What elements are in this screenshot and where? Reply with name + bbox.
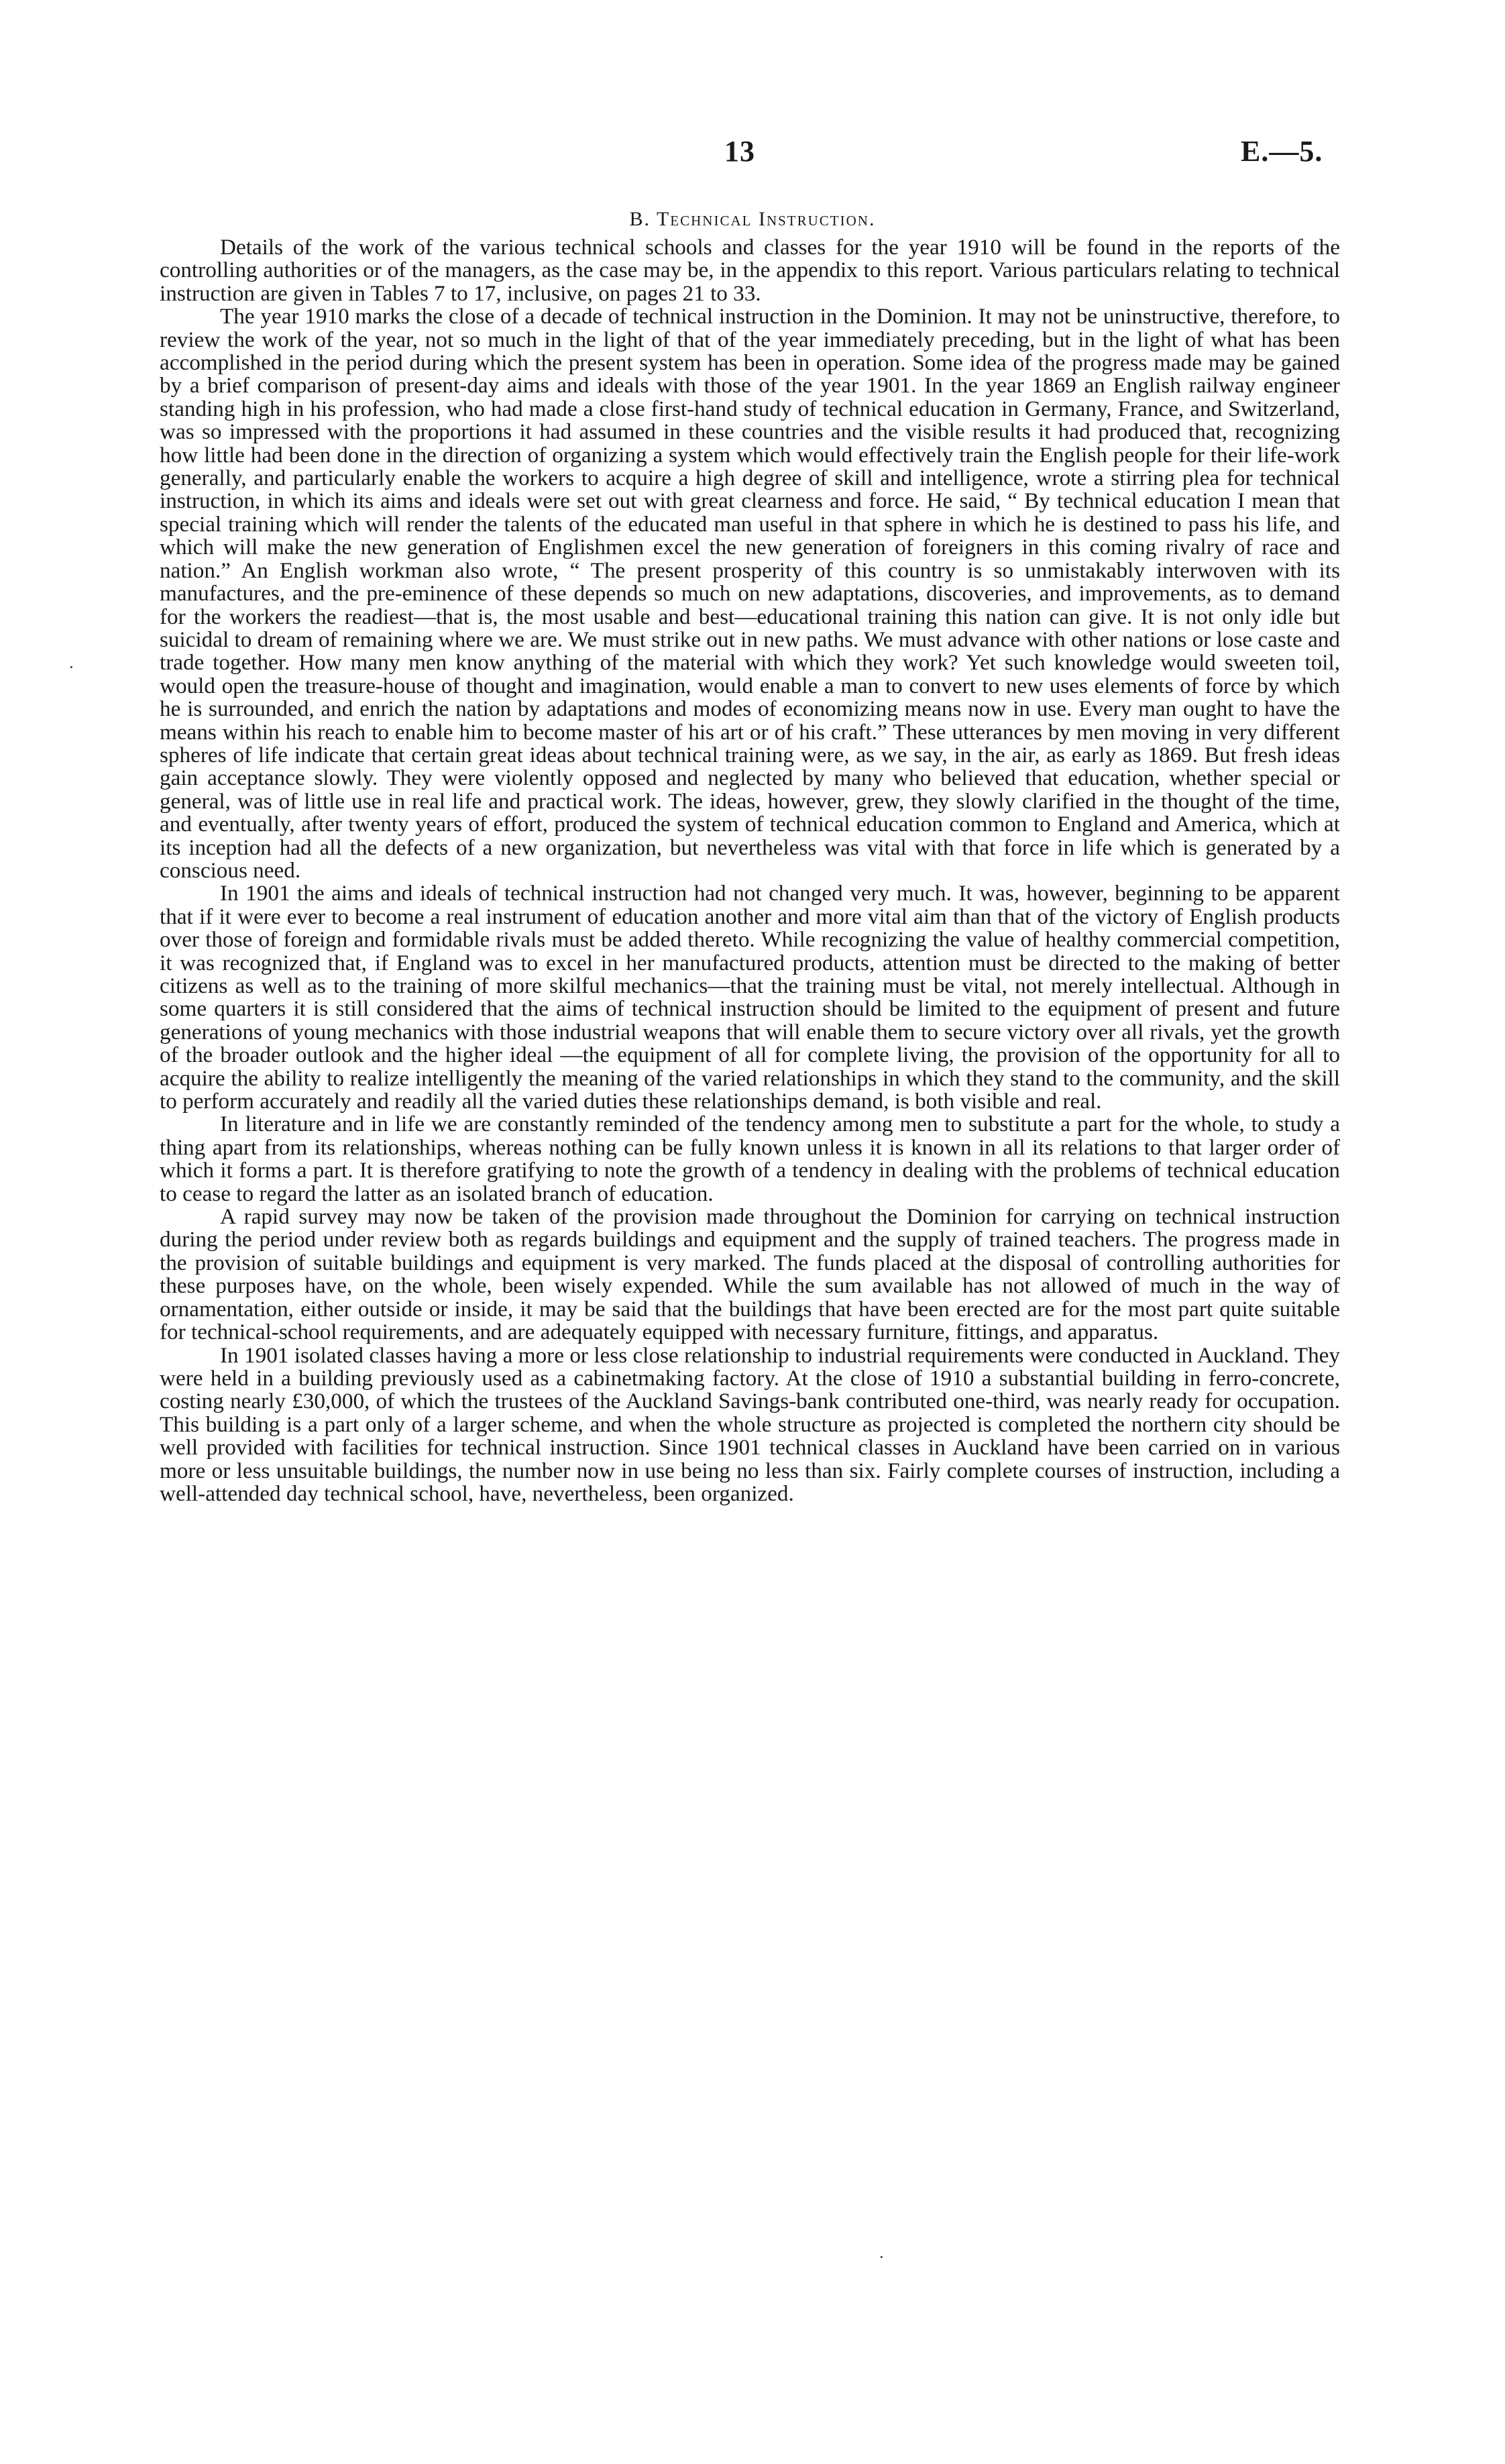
body-text xyxy=(160,236,1340,1505)
paragraph-decade-review: The year 1910 marks the close of a decade of technical instruction in the Dominion. It may not be uninstructive, therefore, to review the work of the year, not so much in the light of that of the year immediately preceding, but in the light of what has been accomplished in the period during which the present system has been in operation. Some idea of the progress made may be gained by a brief comparison of present-day aims and ideals with those of the year 1901. In the year 1869 an English railway engineer standing high in his profession, who had made a close first-hand study of technical education in Germany, France, and Switzerland, was so impressed with the proportions it had assumed in these countries and the visible results it had produced that, recognizing how little had been done in the direction of organizing a system which would effectively train the English people for their life-work generally, and particularly enable the workers to acquire a high degree of skill and intelligence, wrote a stirring plea for technical instruction, in which its aims and ideals were set out with great clearness and force. He said, “ By technical education I mean that special training which will render the talents of the educated man useful in that sphere in which he is destined to pass his life, and which will make the new generation of Englishmen excel the new generation of foreigners in this coming rivalry of race and nation.” An English workman also wrote, “ The present prosperity of this country is so unmistakably interwoven with its manufactures, and the pre-eminence of these depends so much on new adaptations, discoveries, and improvements, as to demand for the workers the readiest—that is, the most usable and best—educational training this nation can give. It is not only idle but suicidal to dream of remaining where we are. We must strike out in new paths. We must advance with other nations or lose caste and trade together. How many men know anything of the material with which they work? Yet such knowledge would sweeten toil, would open the treasure-house of thought and imagination, would enable a man to convert to new uses elements of force by which he is surrounded, and enrich the nation by adaptations and modes of economizing means now in use. Every man ought to have the means within his reach to enable him to become master of his art or of his craft.” These utterances by men moving in very different spheres of life indicate that certain great ideas about technical training were, as we say, in the air, as early as 1869. But fresh ideas gain acceptance slowly. They were violently opposed and neglected by many who believed that education, whether special or general, was of little use in real life and practical work. The ideas, however, grew, they slowly clarified in the thought of the time, and eventually, after twenty years of effort, produced the system of technical education common to England and America, which at its inception had all the defects of a new organization, but nevertheless was vital with that force in life which is generated by a conscious need. xyxy=(160,304,1340,883)
margin-mark-left: · xyxy=(68,657,74,677)
paragraph-auckland: In 1901 isolated classes having a more or less close relationship to industrial requirements were conducted in Auckland. They were held in a building previously used as a cabinetmaking factory. At the close of 1910 a substantial building in ferro-concrete, costing nearly £30,000, of which the trustees of the Auckland Savings-bank contributed one-third, was nearly ready for occupation. This building is a part only of a larger scheme, and when the whole structure as projected is completed the northern city should be well provided with facilities for technical instruction. Since 1901 technical classes in Auckland have been carried on in various more or less unsuitable buildings, the number now in use being no less than six. Fairly complete courses of instruction, including a well-attended day technical school, have, nevertheless, been organized. xyxy=(160,1342,1340,1506)
scan-speck-bottom: · xyxy=(879,2247,885,2267)
paragraph-literature-and-life: In literature and in life we are constantly reminded of the tendency among men to substitute a part for the whole, to study a thing apart from its relationships, whereas nothing can be fully known unless it is known in all its relations to that larger order of which it forms a part. It is therefore gratifying to note the growth of a tendency in dealing with the problems of technical education to cease to regard the latter as an isolated branch of education. xyxy=(160,1112,1340,1206)
paragraph-rapid-survey: A rapid survey may now be taken of the provision made throughout the Dominion for carrying on technical instruction during the period under review both as regards buildings and equipment and the supply of trained teachers. The progress made in the provision of suitable buildings and equipment is very marked. The funds placed at the disposal of controlling authorities for these purposes have, on the whole, been wisely expended. While the sum available has not allowed of much in the way of ornamentation, either outside or inside, it may be said that the buildings that have been erected are for the most part quite suitable for technical-school requirements, and are adequately equipped with necessary furniture, fittings, and apparatus. xyxy=(160,1204,1340,1345)
paragraph-1901-aims: In 1901 the aims and ideals of technical instruction had not changed very much. It was, however, beginning to be apparent that if it were ever to become a real instrument of education another and more vital aim than that of the victory of English products over those of foreign and formidable rivals must be added thereto. While recognizing the value of healthy commercial competition, it was recognized that, if England was to excel in her manufactured products, attention must be directed to the making of better citizens as well as to the training of more skilful mechanics—that the training must be vital, not merely intellectual. Although in some quarters it is still considered that the aims of technical instruction should be limited to the equipment of present and future generations of young mechanics with those industrial weapons that will enable them to secure victory over all rivals, yet the growth of the broader outlook and the higher ideal —the equipment of all for complete living, the provision of the opportunity for all to acquire the ability to realize intelligently the meaning of the varied relationships in which they stand to the community, and the skill to perform accurately and readily all the varied duties these relationships demand, is both visible and real. xyxy=(160,881,1340,1114)
report-code: E.—5. xyxy=(1241,135,1323,168)
paragraph-intro: Details of the work of the various technical schools and classes for the year 1910 will be found in the reports of the controlling authorities or of the managers, as the case may be, in the appendix to this report. Various particulars relating to technical instruction are given in Tables 7 to 17, inclusive, on pages 21 to 33. xyxy=(160,235,1340,306)
section-title: B. Technical Instruction. xyxy=(629,208,876,230)
page-number: 13 xyxy=(724,135,755,168)
